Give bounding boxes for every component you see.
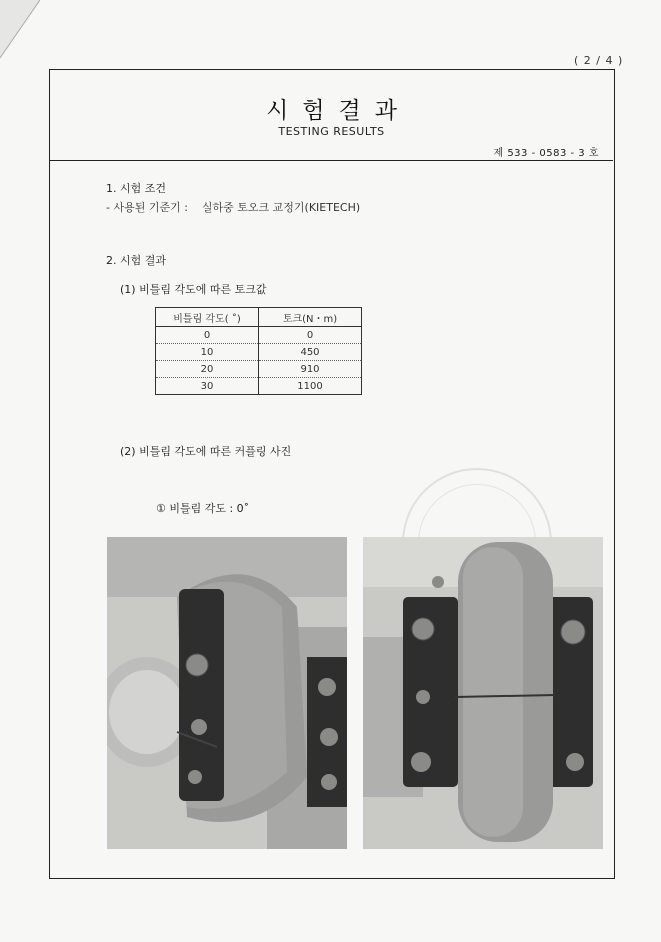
table-row: [156, 344, 362, 361]
cell-angle: 10: [156, 344, 259, 361]
cell-angle: 0: [156, 327, 259, 344]
title-english: TESTING RESULTS: [278, 125, 385, 138]
cell-angle: 30: [156, 378, 259, 395]
title-korean: 시험결과: [266, 98, 411, 124]
page-corner-fold: [0, 0, 40, 60]
cell-torque: 1100: [259, 378, 362, 395]
header-angle: 비틀림 각도( ˚): [156, 308, 259, 327]
cell-torque: 910: [259, 361, 362, 378]
report-number: 제 533 - 0583 - 3 호: [493, 148, 599, 159]
page-number: ( 2 / 4 ): [574, 54, 624, 67]
equipment-line: [106, 199, 360, 215]
angle-label: ① 비틀림 각도 : 0˚: [156, 502, 250, 515]
table-row: [156, 327, 362, 344]
header-torque: 토크(N・m): [259, 308, 362, 327]
photo-subsection-title: (2) 비틀림 각도에 따른 커플링 사진: [120, 445, 292, 458]
cell-angle: 20: [156, 361, 259, 378]
section1-title: 1. 시험 조건: [106, 182, 166, 195]
equipment-label: - 사용된 기준기 :: [106, 201, 188, 214]
cell-torque: 0: [259, 327, 362, 344]
report-header: [50, 70, 613, 161]
coupling-photo-front: [363, 537, 603, 849]
table-header-row: [156, 308, 362, 327]
table-row: [156, 378, 362, 395]
table-row: [156, 361, 362, 378]
cell-torque: 450: [259, 344, 362, 361]
torque-subsection-title: (1) 비틀림 각도에 따른 토크값: [120, 283, 267, 296]
coupling-photo-angled: [107, 537, 347, 849]
section2-title: 2. 시험 결과: [106, 254, 166, 267]
equipment-value: 실하중 토오크 교정기(KIETECH): [201, 201, 361, 214]
report-frame: [49, 69, 615, 879]
torque-table: [155, 307, 362, 395]
